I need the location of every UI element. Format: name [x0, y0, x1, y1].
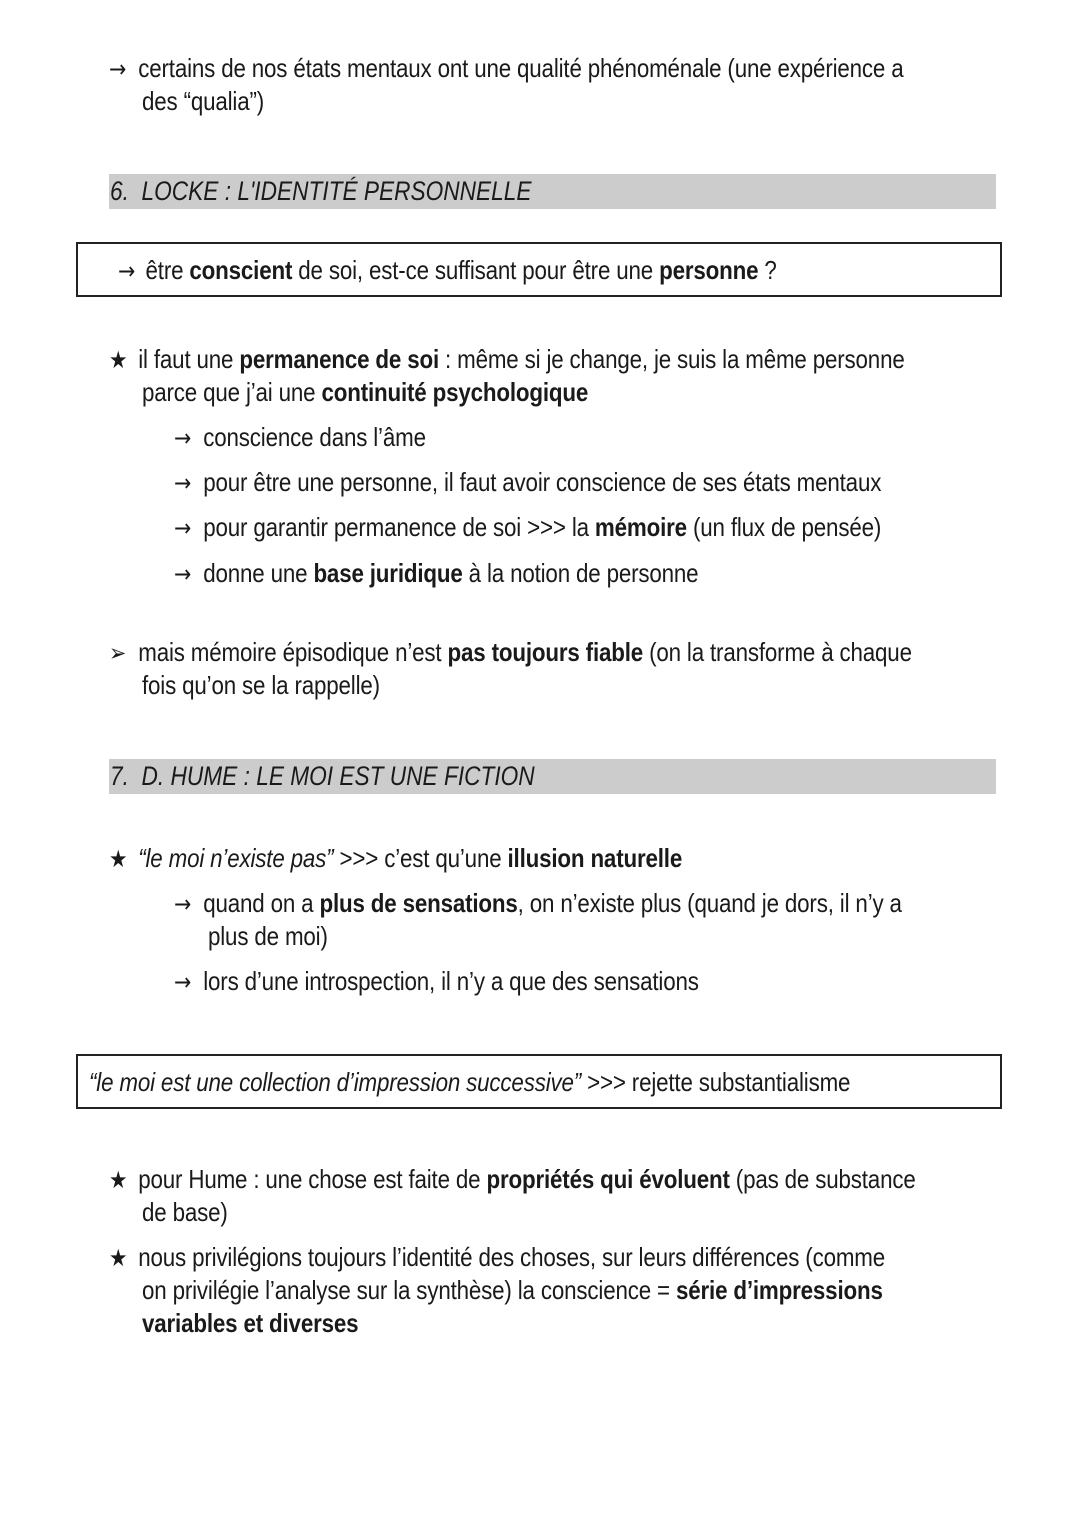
star-point-hume-line1: ★ pour Hume : une chose est faite de propriétés qui évoluent (pas de substance	[109, 1163, 916, 1197]
quote-box-text: “le moi est une collection d’impression successive” >>> rejette substantialisme	[89, 1067, 851, 1097]
arrow-right-icon: →	[118, 257, 136, 285]
sub-point-sensations-line1: → quand on a plus de sensations, on n’existe plus (quand je dors, il n’y a	[174, 887, 902, 921]
star-point-moi-nexiste-pas: ★ “le moi n’existe pas” >>> c’est qu’une illusion naturelle	[109, 842, 682, 876]
intro-bullet-line2: des “qualia”)	[142, 86, 265, 116]
sub-point-3: → pour garantir permanence de soi >>> la mémoire (un flux de pensée)	[174, 511, 881, 545]
sub-point-sensations-line2: plus de moi)	[208, 921, 328, 951]
sub-point-1: → conscience dans l’âme	[174, 421, 426, 455]
intro-bullet-line1: → certains de nos états mentaux ont une qualité phénoménale (une expérience a	[109, 52, 904, 86]
arrow-right-icon: →	[174, 968, 192, 996]
sub-point-introspection: → lors d’une introspection, il n’y a que des sensations	[174, 965, 699, 999]
arrow-right-icon: →	[109, 55, 127, 83]
star-point-permanence-line2: parce que j’ai une continuité psychologique	[142, 377, 589, 407]
sub-point-4: → donne une base juridique à la notion de personne	[174, 557, 698, 591]
arrowhead-right-icon: ➢	[109, 639, 127, 667]
star-point-identite-line1: ★ nous privilégions toujours l’identité des choses, sur leurs différences (comme	[109, 1241, 885, 1275]
section-6-heading: 6. LOCKE : L'IDENTITÉ PERSONNELLE	[110, 176, 532, 206]
arrow-right-icon: →	[174, 560, 192, 588]
section-7-heading: 7. D. HUME : LE MOI EST UNE FICTION	[110, 761, 535, 791]
arrow-right-icon: →	[174, 424, 192, 452]
question-text: → être conscient de soi, est-ce suffisant pour être une personne ?	[118, 254, 777, 288]
star-icon: ★	[109, 1244, 128, 1272]
arrow-right-icon: →	[174, 469, 192, 497]
star-icon: ★	[109, 346, 128, 374]
arrow-right-icon: →	[174, 514, 192, 542]
star-icon: ★	[109, 845, 128, 873]
star-icon: ★	[109, 1166, 128, 1194]
star-point-hume-line2: de base)	[142, 1197, 228, 1227]
star-point-identite-line3: variables et diverses	[142, 1308, 359, 1338]
star-point-permanence-line1: ★ il faut une permanence de soi : même si je change, je suis la même personne	[109, 343, 905, 377]
caveat-line1: ➢ mais mémoire épisodique n’est pas toujours fiable (on la transforme à chaque	[109, 636, 912, 670]
sub-point-2: → pour être une personne, il faut avoir conscience de ses états mentaux	[174, 466, 881, 500]
caveat-line2: fois qu’on se la rappelle)	[142, 670, 380, 700]
arrow-right-icon: →	[174, 890, 192, 918]
star-point-identite-line2: on privilégie l’analyse sur la synthèse) la conscience = série d’impressions	[142, 1275, 883, 1305]
